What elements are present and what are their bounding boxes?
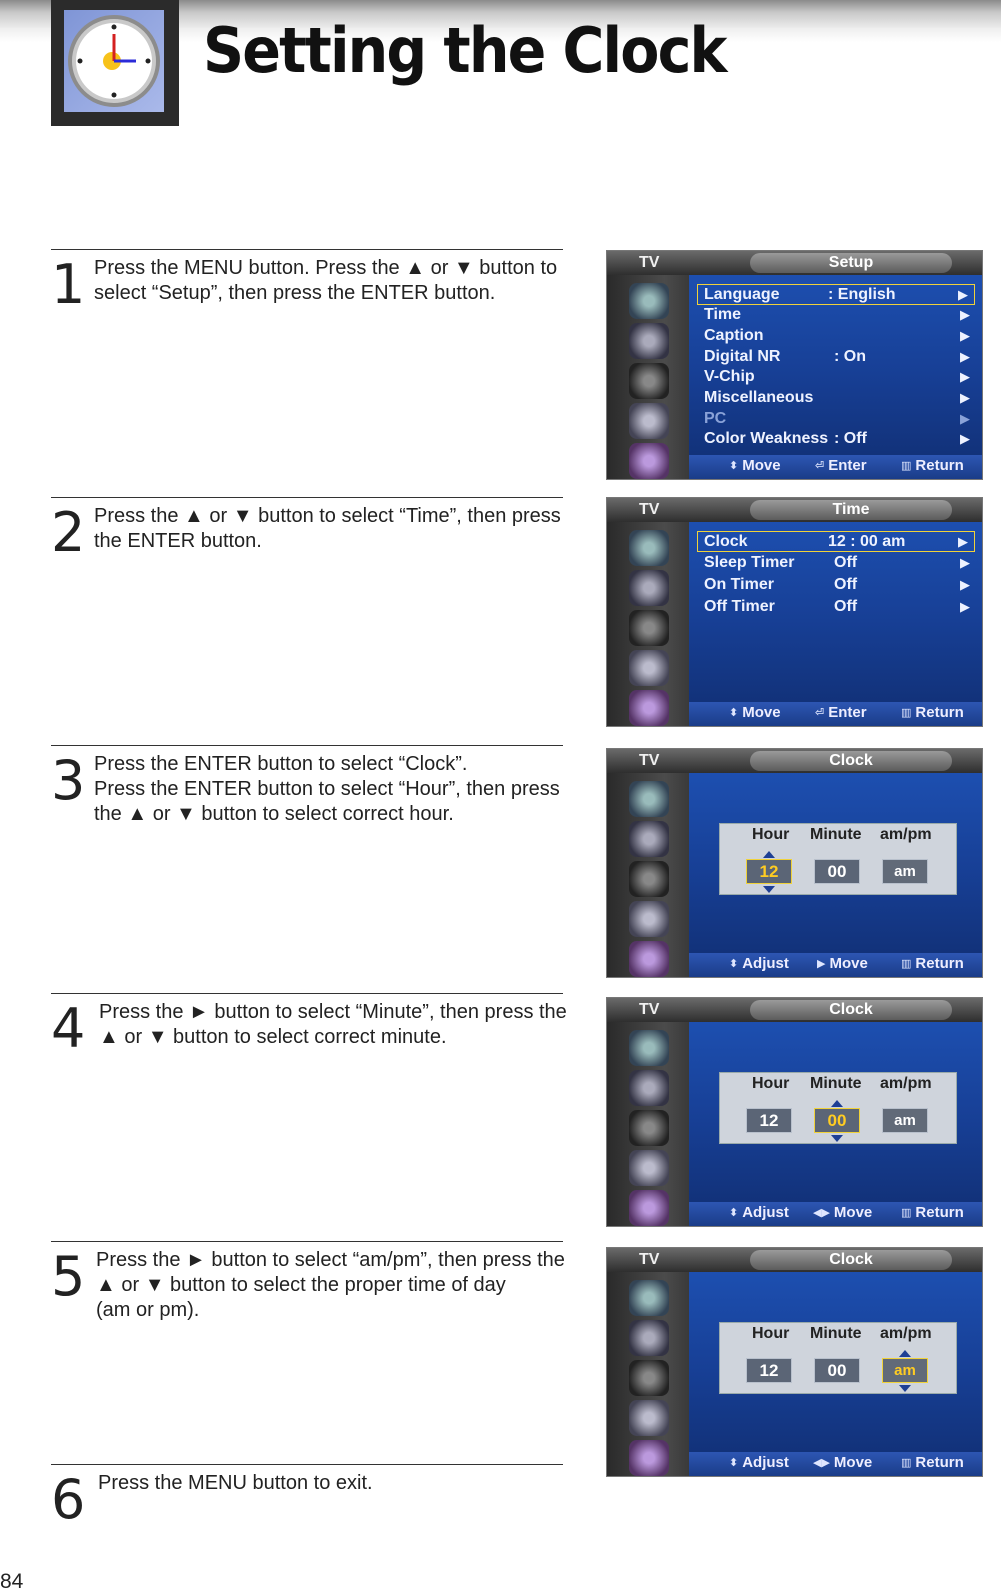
- arrow-right-icon: ▶: [960, 328, 970, 343]
- menu-item-time[interactable]: Time ▶: [704, 306, 970, 323]
- picture-menu-icon: [629, 530, 669, 566]
- tv-screen-setup: [606, 250, 983, 480]
- picture-menu-icon: [629, 1280, 669, 1316]
- enter-icon: ⏎: [815, 707, 825, 719]
- down-arrow-icon[interactable]: [831, 1135, 843, 1142]
- down-arrow-icon[interactable]: [899, 1385, 911, 1392]
- sound-menu-icon: [629, 323, 669, 359]
- step-number: 4: [51, 997, 86, 1060]
- menu-item-on-timer[interactable]: On Timer Off ▶: [704, 576, 970, 593]
- channel-menu-icon: [629, 861, 669, 897]
- menu-item-v-chip[interactable]: V-Chip ▶: [704, 368, 970, 385]
- footer-return: ▥ Return: [901, 1454, 964, 1471]
- up-arrow-icon[interactable]: [831, 1100, 843, 1107]
- step-1: [51, 249, 563, 316]
- menu-item-off-timer[interactable]: Off Timer Off ▶: [704, 598, 970, 615]
- ampm-field[interactable]: am: [882, 1358, 928, 1383]
- channel-menu-icon: [629, 363, 669, 399]
- step-4: [51, 993, 567, 1060]
- left-right-icon: ◀▶: [813, 1207, 830, 1219]
- menu-item-miscellaneous[interactable]: Miscellaneous ▶: [704, 389, 970, 406]
- step-text: Press the ► button to select “Minute”, then press the ▲ or ▼ button to select correct minute.: [99, 1001, 567, 1048]
- minute-field[interactable]: 00: [814, 859, 860, 884]
- return-icon: ▥: [901, 1207, 912, 1219]
- footer-move: ⬍ Move: [729, 457, 781, 474]
- step-number: 3: [51, 749, 86, 812]
- ampm-field[interactable]: am: [882, 859, 928, 884]
- arrow-right-icon: ▶: [960, 390, 970, 405]
- sound-menu-icon: [629, 1070, 669, 1106]
- footer-move: ◀▶ Move: [813, 1204, 873, 1221]
- tv-screen-clock-ampm: [606, 1247, 983, 1477]
- step-number: 6: [51, 1468, 86, 1531]
- channel-menu-icon: [629, 610, 669, 646]
- screen-titlebar: [607, 749, 982, 773]
- footer-adjust: ⬍ Adjust: [729, 955, 789, 972]
- screen-titlebar: [607, 998, 982, 1022]
- minute-header: Minute: [810, 1325, 862, 1342]
- arrow-right-icon: ▶: [958, 534, 968, 549]
- menu-item-digital-nr[interactable]: Digital NR : On ▶: [704, 348, 970, 365]
- arrow-right-icon: ▶: [960, 599, 970, 614]
- return-icon: ▥: [901, 707, 912, 719]
- step-text: Press the MENU button to exit.: [98, 1472, 373, 1494]
- footer-return: ▥ Return: [901, 955, 964, 972]
- arrow-right-icon: ▶: [960, 369, 970, 384]
- footer-return: ▥ Return: [901, 704, 964, 721]
- menu-icon-sidebar: [607, 1272, 689, 1476]
- minute-header: Minute: [810, 826, 862, 843]
- page-title: Setting the Clock: [203, 14, 726, 87]
- menu-title: Clock: [750, 1250, 952, 1270]
- hour-header: Hour: [752, 1325, 790, 1342]
- tv-label: TV: [639, 1001, 660, 1018]
- setup-menu-icon: [629, 1400, 669, 1436]
- channel-menu-icon: [629, 1110, 669, 1146]
- minute-field[interactable]: 00: [814, 1108, 860, 1133]
- arrow-right-icon: ▶: [960, 555, 970, 570]
- up-down-icon: ⬍: [729, 1207, 739, 1219]
- step-5: [51, 1241, 565, 1321]
- tv-label: TV: [639, 752, 660, 769]
- input-menu-icon: [629, 1190, 669, 1226]
- step-2: [51, 497, 563, 564]
- step-3: [51, 745, 563, 825]
- hour-field[interactable]: 12: [746, 1358, 792, 1383]
- down-arrow-icon[interactable]: [763, 886, 775, 893]
- picture-menu-icon: [629, 283, 669, 319]
- sound-menu-icon: [629, 570, 669, 606]
- arrow-right-icon: ▶: [960, 307, 970, 322]
- screen-titlebar: [607, 498, 982, 522]
- left-right-icon: ◀▶: [813, 1457, 830, 1469]
- screen-titlebar: [607, 251, 982, 275]
- step-number: 1: [51, 253, 86, 316]
- input-menu-icon: [629, 941, 669, 977]
- screen-titlebar: [607, 1248, 982, 1272]
- minute-header: Minute: [810, 1075, 862, 1092]
- tv-screen-clock-minute: [606, 997, 983, 1227]
- hour-header: Hour: [752, 826, 790, 843]
- step-text: Press the ▲ or ▼ button to select “Time”, then press the ENTER button.: [94, 505, 561, 552]
- menu-footer: [689, 1202, 982, 1226]
- footer-move: ◀▶ Move: [813, 1454, 873, 1471]
- up-down-icon: ⬍: [729, 958, 739, 970]
- hour-header: Hour: [752, 1075, 790, 1092]
- tv-label: TV: [639, 254, 660, 271]
- footer-enter: ⏎ Enter: [815, 457, 867, 474]
- menu-title: Time: [750, 500, 952, 520]
- clock-icon: [64, 10, 164, 112]
- sound-menu-icon: [629, 1320, 669, 1356]
- footer-adjust: ⬍ Adjust: [729, 1454, 789, 1471]
- up-down-icon: ⬍: [729, 460, 739, 472]
- clock-emblem-background: [64, 10, 164, 112]
- hour-field[interactable]: 12: [746, 1108, 792, 1133]
- menu-item-pc: PC ▶: [704, 410, 970, 427]
- menu-icon-sidebar: [607, 1022, 689, 1226]
- ampm-field[interactable]: am: [882, 1108, 928, 1133]
- tv-screen-clock-hour: [606, 748, 983, 978]
- setup-menu-icon: [629, 1150, 669, 1186]
- step-number: 2: [51, 501, 86, 564]
- ampm-header: am/pm: [880, 1325, 932, 1342]
- sound-menu-icon: [629, 821, 669, 857]
- menu-icon-sidebar: [607, 275, 689, 479]
- up-down-icon: ⬍: [729, 707, 739, 719]
- footer-return: ▥ Return: [901, 457, 964, 474]
- up-arrow-icon[interactable]: [899, 1350, 911, 1357]
- clock-setting-panel: [719, 823, 957, 895]
- input-menu-icon: [629, 690, 669, 726]
- clock-setting-panel: [719, 1072, 957, 1144]
- enter-icon: ⏎: [815, 460, 825, 472]
- menu-icon-sidebar: [607, 773, 689, 977]
- ampm-header: am/pm: [880, 826, 932, 843]
- setup-menu-icon: [629, 901, 669, 937]
- step-text: Press the MENU button. Press the ▲ or ▼ button to select “Setup”, then press the ENTER button.: [94, 257, 558, 304]
- footer-adjust: ⬍ Adjust: [729, 1204, 789, 1221]
- tv-screen-time: [606, 497, 983, 727]
- hour-field[interactable]: 12: [746, 859, 792, 884]
- picture-menu-icon: [629, 781, 669, 817]
- footer-return: ▥ Return: [901, 1204, 964, 1221]
- arrow-right-icon: ▶: [960, 349, 970, 364]
- menu-body: [689, 275, 982, 455]
- step-number: 5: [51, 1245, 86, 1308]
- page-number: 84: [0, 1570, 24, 1593]
- tv-label: TV: [639, 501, 660, 518]
- menu-body: [689, 1022, 982, 1202]
- menu-title: Setup: [750, 253, 952, 273]
- menu-item-clock[interactable]: Clock 12 : 00 am ▶: [697, 531, 975, 552]
- up-arrow-icon[interactable]: [763, 851, 775, 858]
- step-text: Press the ENTER button to select “Clock”. Press the ENTER button to select “Hour”, then press the ▲ or ▼ button to select correct hour.: [94, 753, 560, 825]
- tv-label: TV: [639, 1251, 660, 1268]
- menu-item-sleep-timer[interactable]: Sleep Timer Off ▶: [704, 554, 970, 571]
- footer-move: ▶ Move: [817, 955, 868, 972]
- setup-menu-icon: [629, 403, 669, 439]
- menu-item-color-weakness[interactable]: Color Weakness : Off ▶: [704, 430, 970, 447]
- menu-item-language[interactable]: Language : English ▶: [697, 284, 975, 305]
- arrow-right-icon: ▶: [960, 411, 970, 426]
- menu-icon-sidebar: [607, 522, 689, 726]
- setup-menu-icon: [629, 650, 669, 686]
- arrow-right-icon: ▶: [960, 431, 970, 446]
- picture-menu-icon: [629, 1030, 669, 1066]
- arrow-right-icon: ▶: [960, 577, 970, 592]
- menu-body: [689, 522, 982, 702]
- input-menu-icon: [629, 1440, 669, 1476]
- up-down-icon: ⬍: [729, 1457, 739, 1469]
- menu-footer: [689, 455, 982, 479]
- return-icon: ▥: [901, 1457, 912, 1469]
- menu-footer: [689, 953, 982, 977]
- right-arrow-icon: ▶: [817, 958, 826, 970]
- channel-menu-icon: [629, 1360, 669, 1396]
- menu-item-caption[interactable]: Caption ▶: [704, 327, 970, 344]
- step-6: [51, 1464, 563, 1531]
- input-menu-icon: [629, 443, 669, 479]
- menu-body: [689, 1272, 982, 1452]
- footer-enter: ⏎ Enter: [815, 704, 867, 721]
- return-icon: ▥: [901, 460, 912, 472]
- clock-emblem: [51, 0, 179, 126]
- return-icon: ▥: [901, 958, 912, 970]
- menu-footer: [689, 702, 982, 726]
- menu-title: Clock: [750, 751, 952, 771]
- arrow-right-icon: ▶: [958, 287, 968, 302]
- minute-field[interactable]: 00: [814, 1358, 860, 1383]
- ampm-header: am/pm: [880, 1075, 932, 1092]
- footer-move: ⬍ Move: [729, 704, 781, 721]
- menu-body: [689, 773, 982, 953]
- menu-footer: [689, 1452, 982, 1476]
- step-text: Press the ► button to select “am/pm”, then press the ▲ or ▼ button to select the proper time of day (am or pm).: [96, 1249, 565, 1321]
- menu-title: Clock: [750, 1000, 952, 1020]
- clock-setting-panel: [719, 1322, 957, 1394]
